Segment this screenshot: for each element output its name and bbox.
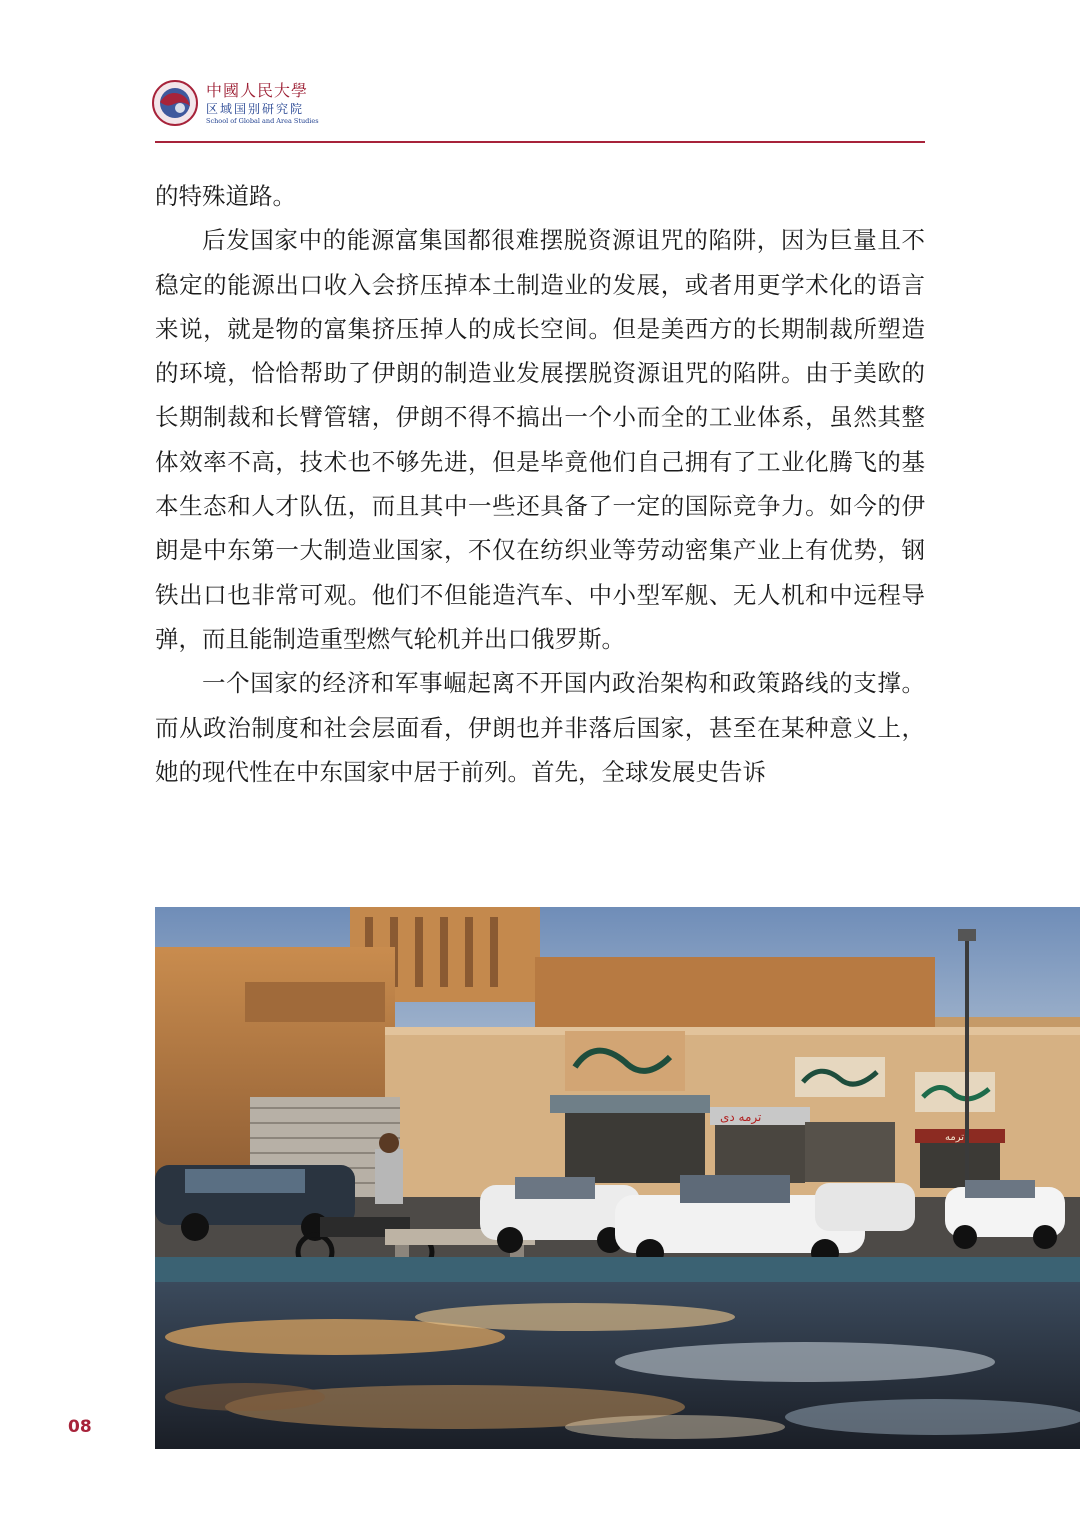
page-number: 08 [68,1417,92,1437]
university-emblem-icon [150,78,200,128]
shop-sign-right: ترمه [945,1132,965,1143]
department-name-english: School of Global and Area Studies [206,117,319,125]
paragraph-2: 后发国家中的能源富集国都很难摆脱资源诅咒的陷阱，因为巨量且不稳定的能源出口收入会挤压掉本土制造业的发展，或者用更学术化的语言来说，就是物的富集挤压掉人的成长空间。但是美西方的长期制裁所塑造的环境，恰恰帮助了伊朗的制造业发展摆脱资源诅咒的陷阱。由于美欧的长期制裁和长臂管辖，伊朗不得不搞出一个小而全的工业体系，虽然其整体效率不高，技术也不够先进，但是毕竟他们自己拥有了工业化腾飞的基本生态和人才队伍，而且其中一些还具备了一定的国际竞争力。如今的伊朗是中东第一大制造业国家，不仅在纺织业等劳动密集产业上有优势，钢铁出口也非常可观。他们不但能造汽车、中小型军舰、无人机和中远程导弹，而且能制造重型燃气轮机并出口俄罗斯。 [155,226,925,653]
paragraph-1: 的特殊道路。 [155,182,296,210]
page-header [150,72,930,142]
paragraph-3: 一个国家的经济和军事崛起离不开国内政治架构和政策路线的支撑。而从政治制度和社会层面看，伊朗也并非落后国家，甚至在某种意义上，她的现代性在中东国家中居于前列。首先，全球发展史告诉 [155,669,925,786]
shop-sign-left: ترمه دی [720,1110,762,1124]
street-scene-photo [155,907,1080,1449]
university-name: 中國人民大學 [206,81,309,100]
article-body [155,174,925,794]
street-scene-illustration [155,907,1080,1449]
department-name: 区域国别研究院 [206,102,305,116]
header-divider [155,141,925,143]
